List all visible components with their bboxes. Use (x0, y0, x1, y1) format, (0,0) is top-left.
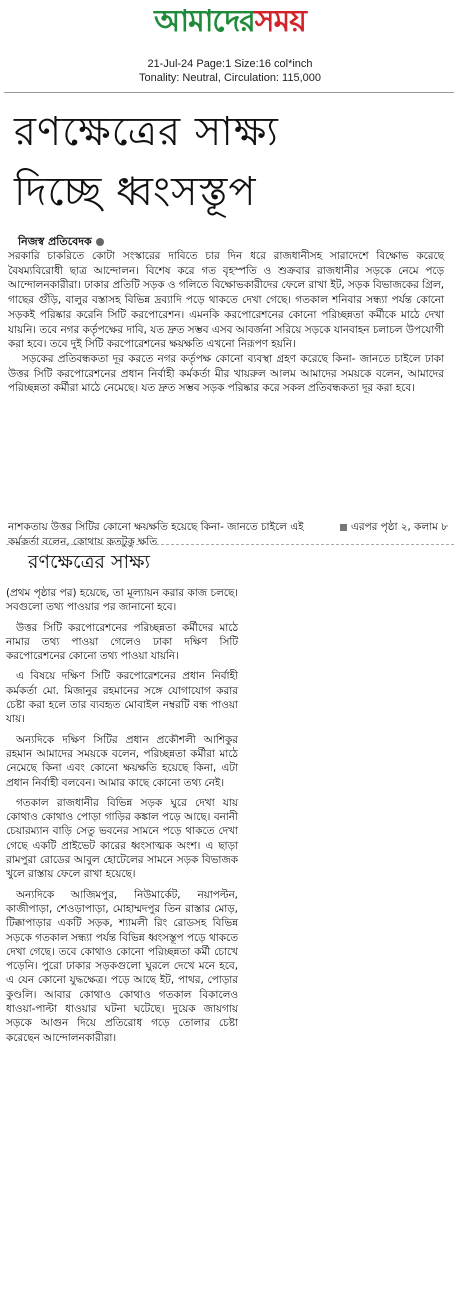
byline-text: নিজস্ব প্রতিবেদক (18, 235, 92, 248)
headline-line-1: রণক্ষেত্রের সাক্ষ্য (14, 109, 279, 155)
continuation-title: রণক্ষেত্রের সাক্ষ্য (28, 551, 151, 573)
header-divider (4, 92, 454, 93)
lead-paragraph: সরকারি চাকরিতে কোটা সংস্কারের দাবিতে চার দিন ধরে রাজধানীসহ সারাদেশে বিক্ষোভ করেছে বৈষম্যবিরোধী ছাত্র আন্দোলন। বিশেষ করে গত বৃহস্পতি ও শুক্রবার রাজধানীর সড়কে নেমে পড়ে আন্দোলনকারীরা। ঢাকার প্রতিটি সড়ক ও গলিতে বিক্ষোভকারীদের ফেলে রাখা ইট, সড়ক বিভাজকের গ্রিল, গাছের গুঁড়ি, বালুর বস্তাসহ বিভিন্ন দ্রব্যাদি পড়ে থাকতে দেখা গেছে। গতকাল শনিবার সন্ধ্যা পর্যন্ত কোনো সড়কই পরিষ্কার করেনি সিটি করপোরেশন। এমনকি করপোরেশনের কোনো পরিচ্ছন্নতা কর্মীকে মাঠে দেখা যায়নি। তবে নগর কর্তৃপক্ষের দাবি, যত দ্রুত সম্ভব এসব আবর্জনা সরিয়ে সড়কে যানবাহন চলাচল উপযোগী করা হবে। তবে দুই সিটি করপোরেশনের ক্ষয়ক্ষতি এখনো নিরূপণ হয়নি। (8, 250, 444, 351)
lead-last-line: নাশকতায় উত্তর সিটির কোনো ক্ষয়ক্ষতি হয়েছে কিনা- জানতে চাইলে এই কর্মকর্তা বলেন, কোথায় কতটুকু ক্ষতি (8, 521, 304, 548)
headline-line-2: দিচ্ছে ধ্বংসস্তূপ (14, 169, 257, 215)
clipping-meta-tonality: Tonality: Neutral, Circulation: 115,000 (138, 72, 321, 84)
lead-paragraph: সড়কের প্রতিবন্ধকতা দূর করতে নগর কর্তৃপক্ষ কোনো ব্যবস্থা গ্রহণ করেছে কিনা- জানতে চাইলে ঢাকা উত্তর সিটি করপোরেশনের প্রধান নির্বাহী কর্মকর্তা মীর খায়রুল আলম আমাদের সময়কে বলেন, আমাদের পরিচ্ছন্নতা কর্মীরা মাঠে নেমেছে। যত দ্রুত সম্ভব সড়ক পরিষ্কার করে সকল প্রতিবন্ধকতা দূর করা হবে। (8, 352, 444, 395)
lead-article-body (8, 249, 444, 396)
continuation-paragraph: উত্তর সিটি করপোরেশনের পরিচ্ছন্নতা কর্মীদের মাঠে নামার তথ্য পাওয়া গেলেও ঢাকা দক্ষিণ সিটি করপোরেশনের কোনো তথ্য পাওয়া যায়নি। (6, 621, 238, 663)
continuation-paragraph: অন্যদিকে দক্ষিণ সিটির প্রধান প্রকৌশলী আশিকুর রহমান আমাদের সময়কে বলেন, পরিচ্ছন্নতা কর্মীরা মাঠে নেমেছে কিনা এবং কোনো ক্ষয়ক্ষতি হয়েছে কিনা, এটা প্রধান নির্বাহী বলবেন। আমার কাছে কোনো তথ্য নেই। (6, 733, 238, 789)
masthead (0, 0, 460, 46)
continued-on-marker (336, 520, 448, 535)
jump-text: এরপর পৃষ্ঠা ২, কলাম ৮ (350, 521, 448, 533)
continuation-paragraph: অন্যদিকে আজিমপুর, নিউমার্কেট, নয়াপল্টন, কাজীপাড়া, শেওড়াপাড়া, মোহাম্মদপুর তিন রাস্তার মোড়, টিক্কাপাড়ার একটি সড়ক, শ্যামলী রিং রোডসহ বিভিন্ন সড়কে গতকাল সন্ধ্যা পর্যন্ত বিভিন্ন ধ্বংসস্তূপ পড়ে থাকতে দেখা গেছে। তবে কোথাও কোনো পরিচ্ছন্নতা কর্মী চোখে পড়েনি। পুরো ঢাকার সড়কগুলো ঘুরলে দেখে মনে হবে, এ যেন কোনো যুদ্ধক্ষেত্র। পড়ে আছে ইট, পাথর, পোড়ার কুণ্ডলি। আবার কোথাও কোথাও গতকাল বিকালেও ধাওয়া-পাল্টা ধাওয়ার ঘটনা ঘটেছে। দুয়েক জায়গায় সড়কে আগুন দিয়ে প্রতিরোধ গড়ে তোলার চেষ্টা করেছেন আন্দোলনকারীরা। (6, 888, 238, 1044)
continuation-column (6, 586, 238, 1051)
continuation-paragraph: এ বিষয়ে দক্ষিণ সিটি করপোরেশনের প্রধান নির্বাহী কর্মকর্তা মো. মিজানুর রহমানের সঙ্গে যোগাযোগ করার চেষ্টা করা হলে তার ব্যবহৃত মোবাইল নম্বরটি বন্ধ পাওয়া যায়। (6, 670, 238, 726)
section-divider (6, 544, 454, 545)
clipping-meta-date: 21-Jul-24 Page:1 Size:16 col*inch (147, 58, 313, 70)
continuation-paragraph: গতকাল রাজধানীর বিভিন্ন সড়ক ঘুরে দেখা যায় কোথাও কোথাও পোড়া গাড়ির কঙ্কাল পড়ে আছে। বনানী চেয়ারম্যান বাড়ি সেতু ভবনের সামনে পড়ে থাকতে দেখা গেছে একটি প্রাইভেট কারের ধ্বংসাত্মক অংশ। এ ছাড়া রামপুরা রোডের আবুল হোটেলের সামনে সড়ক বিভাজক খুলে রাস্তায় ফেলে রাখা হয়েছে। (6, 796, 238, 881)
logo-part-2: সময় (254, 4, 306, 39)
square-bullet-icon (340, 524, 347, 531)
logo-part-1: আমাদের (154, 4, 255, 39)
bullet-icon (96, 238, 104, 246)
newspaper-logo (154, 0, 306, 44)
continuation-paragraph: (প্রথম পৃষ্ঠার পর) হয়েছে, তা মূল্যায়ন করার কাজ চলছে। সবগুলো তথ্য পাওয়ার পর জানানো হবে। (6, 587, 238, 614)
